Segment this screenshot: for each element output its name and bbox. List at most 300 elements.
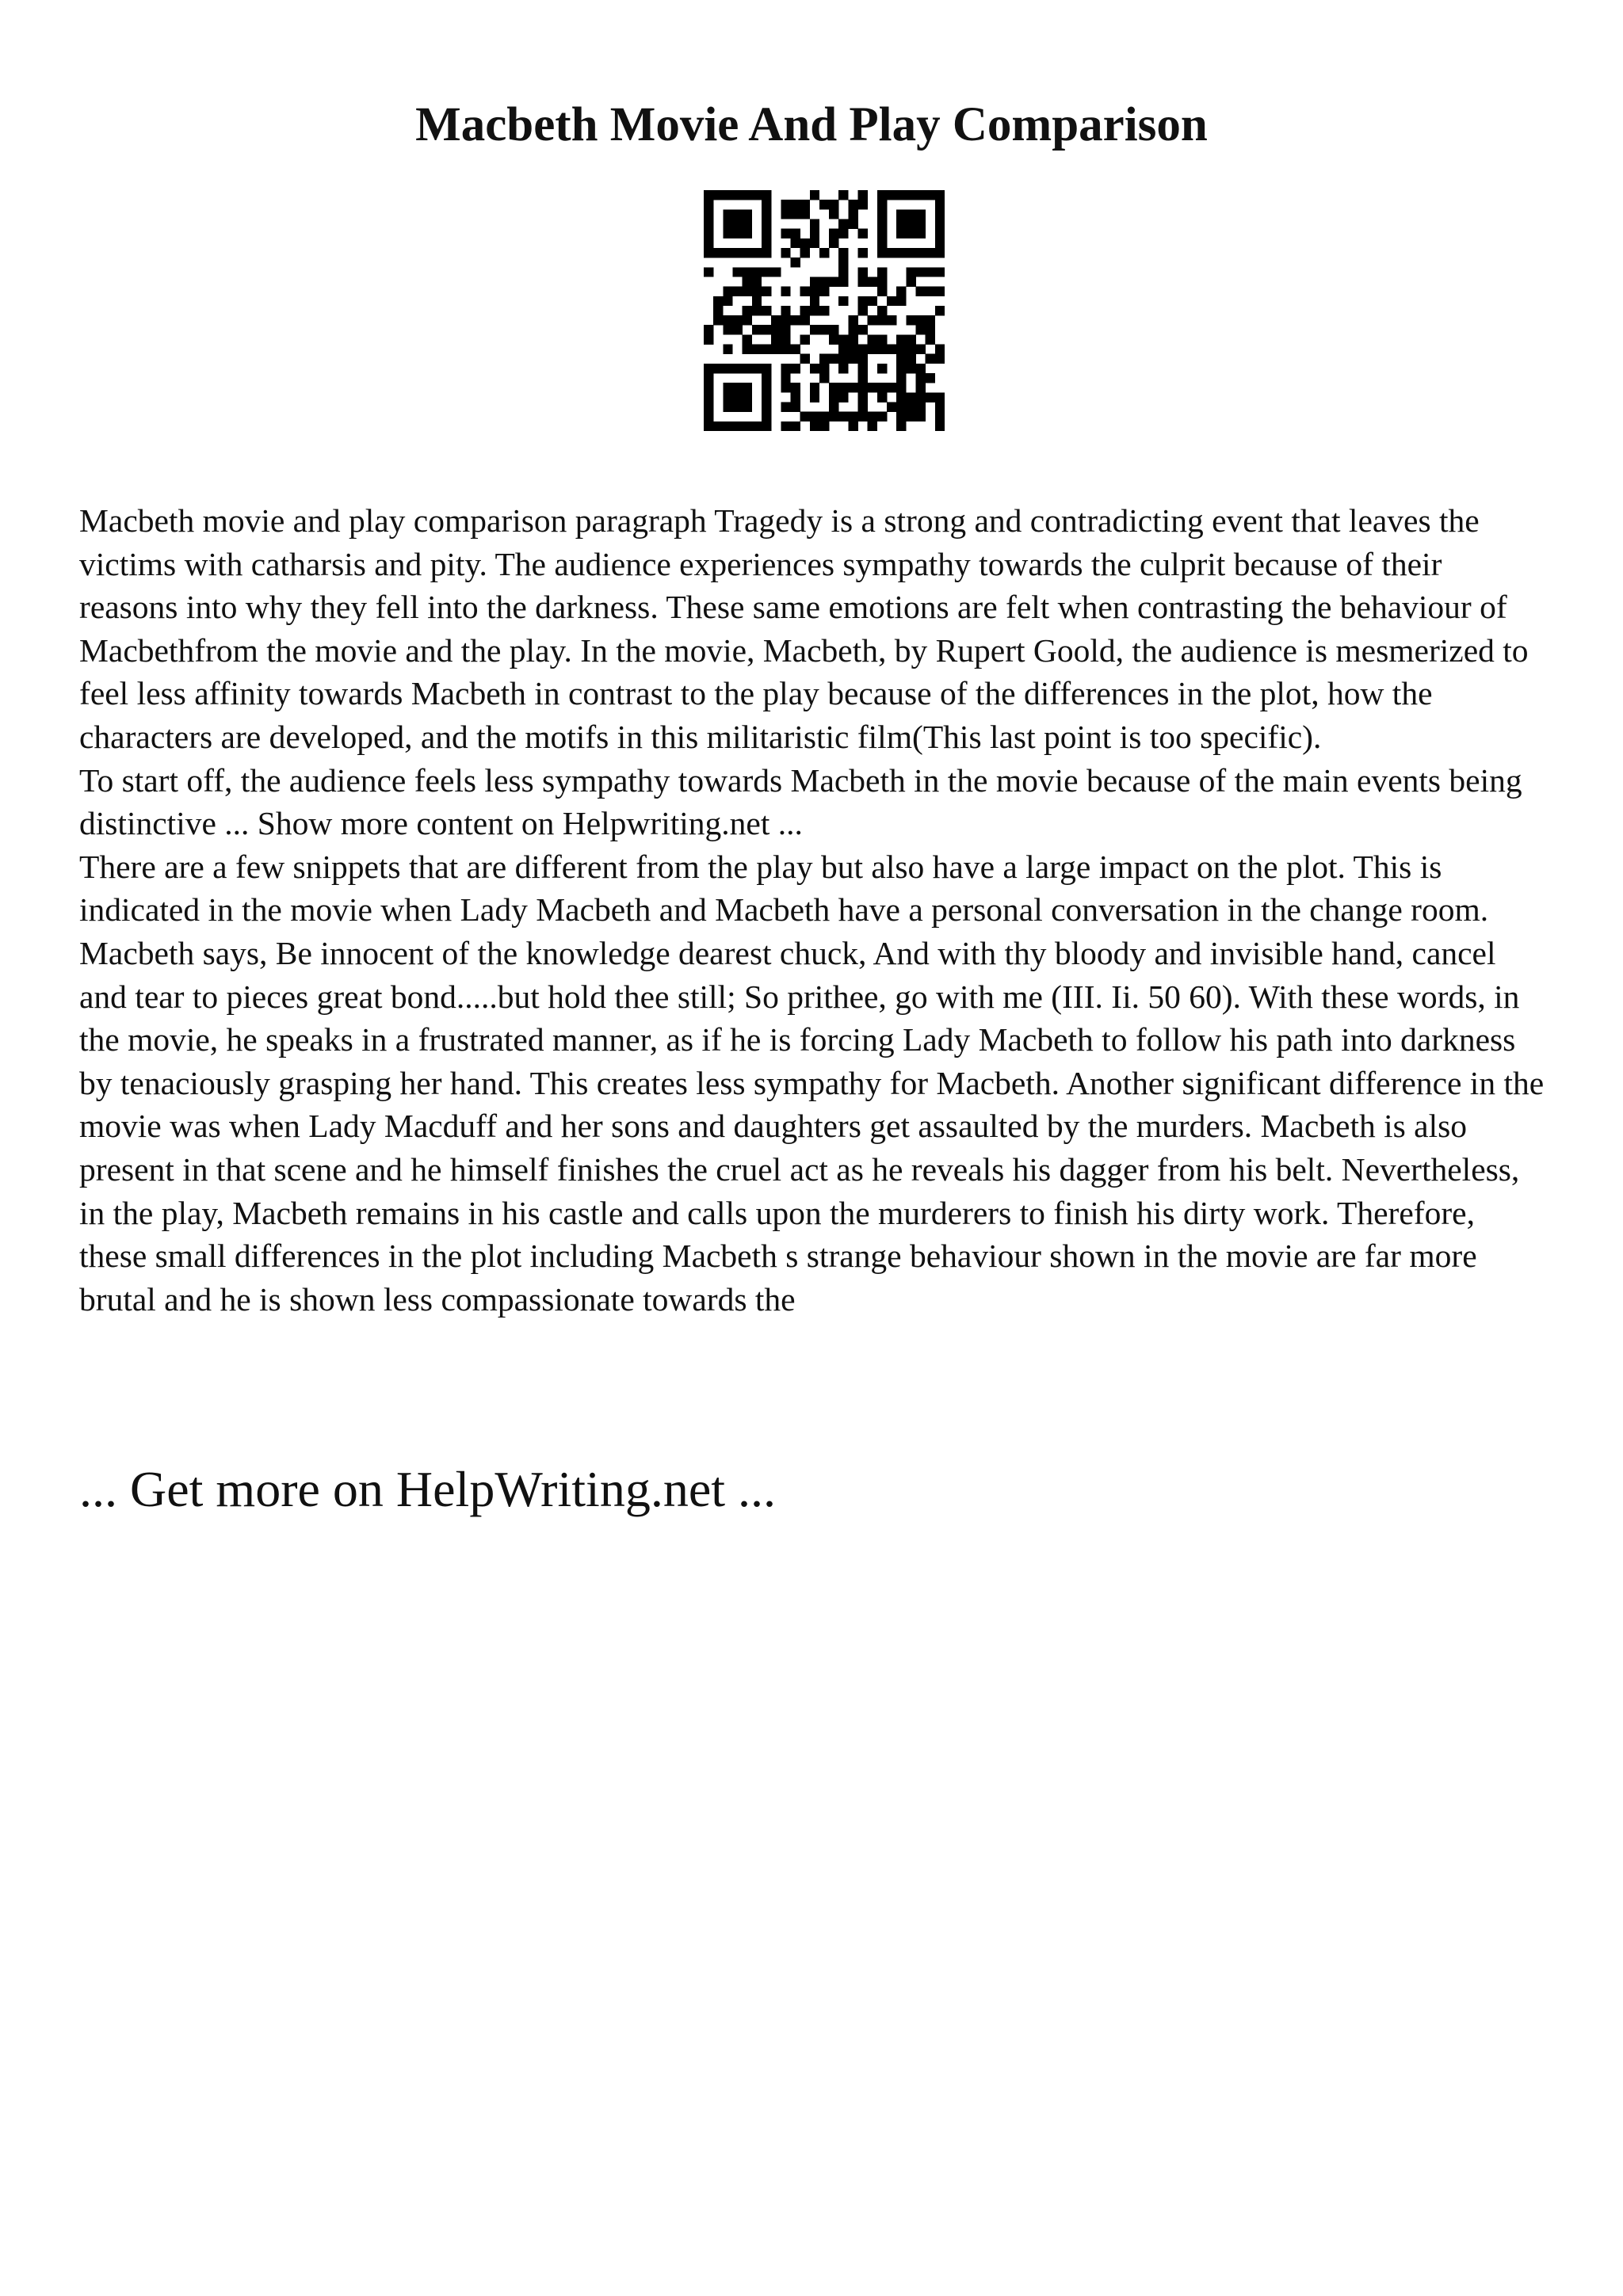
qr-module [877,209,887,219]
qr-module [781,200,790,209]
qr-module [781,373,790,383]
qr-module [926,248,935,257]
qr-module [916,392,926,402]
qr-module [762,190,771,200]
qr-module [838,412,848,421]
qr-module [829,412,838,421]
qr-module [704,421,713,431]
qr-module [752,345,762,354]
qr-module [704,373,713,383]
qr-module [877,229,887,238]
qr-module [838,364,848,373]
qr-module [896,287,906,296]
qr-module [848,219,857,228]
qr-module [838,229,848,238]
qr-module [916,315,926,325]
qr-module [810,325,819,334]
qr-code-icon[interactable] [704,190,945,431]
qr-module [848,354,857,364]
qr-module [906,392,915,402]
qr-module [704,402,713,412]
qr-module [810,412,819,421]
qr-module [858,267,868,277]
qr-module [935,354,945,364]
qr-module [896,190,906,200]
qr-module [790,421,800,431]
qr-module [704,383,713,392]
qr-module [916,373,926,383]
qr-module [723,383,732,392]
qr-module [877,383,887,392]
qr-module [858,354,868,364]
qr-module [935,412,945,421]
qr-module [732,383,742,392]
qr-module [819,364,829,373]
qr-module [868,383,877,392]
qr-module [858,325,868,334]
qr-module [935,421,945,431]
qr-module [732,229,742,238]
qr-module [916,287,926,296]
qr-module [743,345,752,354]
qr-module [916,325,926,334]
qr-module [781,325,790,334]
qr-module [896,383,906,392]
qr-module [829,334,838,344]
qr-module [704,334,713,344]
qr-module [829,277,838,286]
qr-module [829,392,838,402]
qr-module [906,315,915,325]
qr-module [887,248,896,257]
qr-module [762,421,771,431]
qr-module [723,392,732,402]
qr-module [800,238,810,248]
qr-module [713,190,723,200]
qr-module [906,277,915,286]
qr-module [771,325,781,334]
qr-module [916,267,926,277]
qr-module [713,296,723,306]
qr-module [810,229,819,238]
qr-module [868,296,877,306]
qr-module [713,364,723,373]
qr-module [868,334,877,344]
qr-module [877,412,887,421]
qr-module [858,383,868,392]
qr-module [790,345,800,354]
qr-module [732,209,742,219]
qr-module [704,267,713,277]
qr-module [858,402,868,412]
qr-module [916,229,926,238]
qr-module [877,345,887,354]
qr-module [926,354,935,364]
qr-module [916,190,926,200]
qr-module [800,200,810,209]
qr-module [858,306,868,315]
qr-module [810,296,819,306]
qr-module [935,190,945,200]
document-title: Macbeth Movie And Play Comparison [415,98,1208,151]
qr-module [781,229,790,238]
qr-module [896,412,906,421]
qr-module [810,392,819,402]
qr-module [743,229,752,238]
qr-module [781,287,790,296]
qr-module [926,267,935,277]
qr-module [887,345,896,354]
qr-module [723,421,732,431]
qr-module [877,267,887,277]
qr-module [771,334,781,344]
qr-module [752,306,762,315]
qr-module [790,315,800,325]
qr-module [732,392,742,402]
qr-module [887,402,896,412]
qr-module [848,421,857,431]
qr-module [771,315,781,325]
qr-module [906,412,915,421]
qr-module [858,296,868,306]
qr-module [781,209,790,219]
qr-module [810,277,819,286]
qr-module [868,315,877,325]
qr-module [762,287,771,296]
qr-module [829,209,838,219]
qr-module [935,229,945,238]
qr-module [752,325,762,334]
qr-module [877,238,887,248]
qr-module [743,306,752,315]
qr-module [743,315,752,325]
qr-module [732,315,742,325]
qr-module [752,287,762,296]
qr-module [704,248,713,257]
qr-module [762,364,771,373]
qr-module [819,354,829,364]
qr-module [906,219,915,228]
qr-module [858,412,868,421]
qr-module [896,209,906,219]
qr-module [771,267,781,277]
qr-module [896,248,906,257]
qr-module [887,315,896,325]
qr-module [704,364,713,373]
qr-module [896,229,906,238]
qr-module [732,267,742,277]
qr-module [743,209,752,219]
paragraph-start: To start off, the audience feels less sympathy towards Macbeth in the movie because of the main events being distinctive ... Show more content on Helpwriting.net ... [79,761,1522,842]
qr-module [829,354,838,364]
qr-module [743,383,752,392]
qr-module [858,392,868,402]
qr-module [896,392,906,402]
qr-module [732,364,742,373]
qr-module [926,325,935,334]
qr-module [877,200,887,209]
qr-module [838,248,848,257]
qr-module [838,392,848,402]
qr-module [819,412,829,421]
qr-module [762,392,771,402]
qr-module [858,277,868,286]
qr-module [781,334,790,344]
qr-module [906,354,915,364]
qr-module [838,383,848,392]
qr-module [935,219,945,228]
qr-module [723,325,732,334]
qr-module [877,190,887,200]
qr-module [935,248,945,257]
qr-module [858,229,868,238]
qr-module [896,373,906,383]
qr-module [713,248,723,257]
qr-module [732,325,742,334]
qr-module [848,345,857,354]
qr-module [790,392,800,402]
qr-module [743,277,752,286]
qr-module [916,402,926,412]
qr-module [743,421,752,431]
qr-module [732,287,742,296]
qr-module [896,219,906,228]
qr-module [743,248,752,257]
get-more-link[interactable]: ... Get more on HelpWriting.net ... [79,1461,776,1517]
qr-module [800,315,810,325]
qr-module [762,238,771,248]
qr-module [762,325,771,334]
qr-module [858,364,868,373]
qr-module [762,229,771,238]
qr-module [752,248,762,257]
qr-module [819,325,829,334]
qr-module [926,334,935,344]
qr-module [781,383,790,392]
qr-module [935,402,945,412]
qr-module [723,345,732,354]
qr-module [877,277,887,286]
qr-module [723,190,732,200]
qr-module [800,306,810,315]
qr-module [848,315,857,325]
qr-module [723,364,732,373]
qr-module [829,325,838,334]
qr-module [781,364,790,373]
qr-module [762,373,771,383]
qr-module [790,257,800,267]
qr-module [819,200,829,209]
qr-module [896,334,906,344]
qr-module [838,354,848,364]
qr-module [810,364,819,373]
qr-module [838,277,848,286]
qr-module [935,200,945,209]
qr-module [732,402,742,412]
qr-module [762,200,771,209]
qr-module [732,248,742,257]
qr-module [868,412,877,421]
qr-module [906,402,915,412]
qr-module [704,209,713,219]
qr-module [743,364,752,373]
qr-module [723,287,732,296]
qr-module [838,267,848,277]
qr-module [762,209,771,219]
qr-module [935,345,945,354]
qr-module [926,315,935,325]
qr-module [732,190,742,200]
qr-module [829,383,838,392]
qr-module [704,392,713,402]
qr-module [935,267,945,277]
qr-module [838,219,848,228]
qr-module [838,334,848,344]
qr-module [743,190,752,200]
qr-module [704,325,713,334]
qr-module [896,364,906,373]
qr-module [752,190,762,200]
qr-module [935,287,945,296]
qr-module [781,315,790,325]
qr-module [896,296,906,306]
qr-module [858,190,868,200]
qr-module [800,209,810,219]
qr-module [877,306,887,315]
qr-module [790,238,800,248]
qr-module [858,345,868,354]
qr-module [877,248,887,257]
qr-module [743,219,752,228]
qr-module [916,364,926,373]
qr-module [829,238,838,248]
qr-module [868,345,877,354]
qr-module [877,287,887,296]
qr-module [848,334,857,344]
qr-module [935,209,945,219]
qr-module [906,248,915,257]
qr-module [848,209,857,219]
qr-module [713,315,723,325]
qr-module [704,229,713,238]
qr-module [762,219,771,228]
qr-module [858,200,868,209]
qr-module [810,421,819,431]
qr-module [743,402,752,412]
qr-module [810,306,819,315]
qr-module [810,383,819,392]
qr-module [762,345,771,354]
qr-module [790,200,800,209]
qr-module [810,219,819,228]
qr-module [723,219,732,228]
qr-module [906,209,915,219]
qr-module [896,345,906,354]
qr-module [732,219,742,228]
qr-module [916,383,926,392]
qr-module [713,421,723,431]
qr-module [838,190,848,200]
qr-module [723,402,732,412]
qr-module [704,219,713,228]
qr-module [790,383,800,392]
document-body [79,499,1545,1321]
qr-module [723,296,732,306]
qr-module [838,296,848,306]
qr-module [887,190,896,200]
qr-module [810,238,819,248]
qr-module [762,383,771,392]
qr-module [858,248,868,257]
qr-module [926,392,935,402]
qr-module [926,190,935,200]
qr-module [935,306,945,315]
qr-module [858,373,868,383]
qr-module [723,315,732,325]
qr-module [781,402,790,412]
qr-module [877,364,887,373]
qr-module [838,257,848,267]
qr-module [935,238,945,248]
qr-module [743,334,752,344]
qr-module [800,412,810,421]
qr-module [743,267,752,277]
qr-module [906,345,915,354]
qr-module [752,267,762,277]
qr-module [887,383,896,392]
qr-module [819,287,829,296]
qr-module [906,364,915,373]
qr-module [743,392,752,402]
qr-module [752,296,762,306]
qr-module [848,412,857,421]
qr-module [723,248,732,257]
qr-module [819,277,829,286]
qr-module [781,306,790,315]
qr-module [781,421,790,431]
qr-module [800,334,810,344]
qr-module [935,392,945,402]
qr-module [790,364,800,373]
qr-module [868,421,877,431]
qr-module [713,306,723,315]
qr-module [752,421,762,431]
qr-module [704,200,713,209]
qr-module [916,219,926,228]
qr-module [906,229,915,238]
qr-module [781,248,790,257]
qr-module [868,277,877,286]
qr-module [819,373,829,383]
qr-module [771,345,781,354]
qr-module [752,364,762,373]
qr-module [781,345,790,354]
paragraph-differences: There are a few snippets that are different from the play but also have a large impact on the plot. This is indicated in the movie when Lady Macbeth and Macbeth have a personal conversation in the change room. Macbeth says, Be innocent of the knowledge dearest chuck, And with thy bloody and invisible hand, cancel and tear to pieces great bond.....but hold thee still; So prithee, go with me (III. Ii. 50 60). With these words, in the movie, he speaks in a frustrated manner, as if he is forcing Lady Macbeth to follow his path into darkness by tenaciously grasping her hand. This creates less sympathy for Macbeth. Another significant difference in the movie was when Lady Macduff and her sons and daughters get assaulted by the murders. Macbeth is also present in that scene and he himself finishes the cruel act as he reveals his dagger from his belt. Nevertheless, in the play, Macbeth remains in his castle and calls upon the murderers to finish his dirty work. Therefore, these small differences in the plot including Macbeth s strange behaviour shown in the movie are far more brutal and he is shown less compassionate towards the [79,848,1545,1318]
qr-module [819,421,829,431]
qr-module [926,287,935,296]
qr-module [916,412,926,421]
qr-module [810,287,819,296]
qr-module [762,306,771,315]
qr-module [800,248,810,257]
qr-module [762,412,771,421]
qr-module [906,334,915,344]
qr-module [877,392,887,402]
qr-module [838,345,848,354]
qr-module [887,296,896,306]
qr-module [829,200,838,209]
qr-module [704,412,713,421]
